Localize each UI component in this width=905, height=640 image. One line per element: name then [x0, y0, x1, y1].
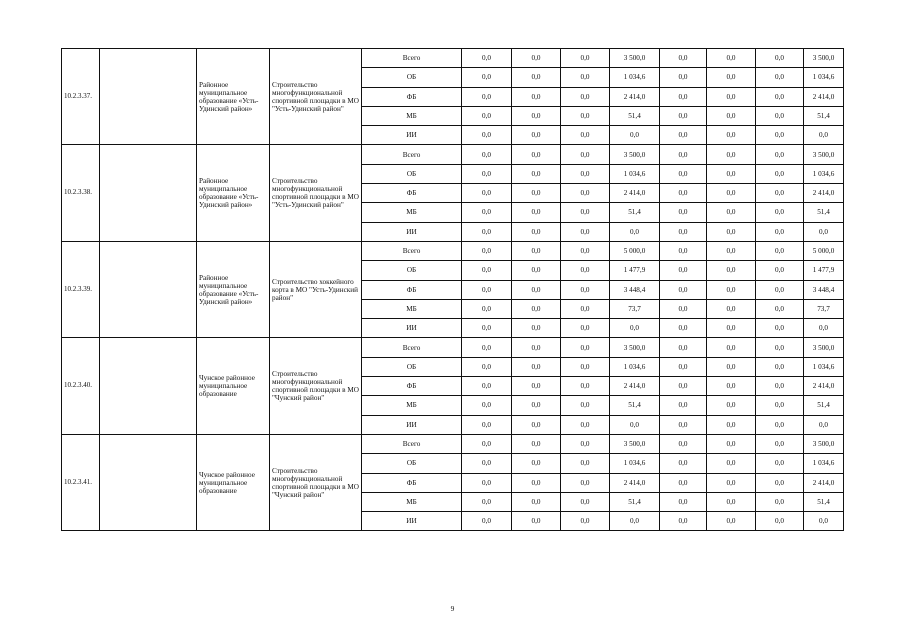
total-value-cell: 51,4	[804, 396, 844, 415]
funding-source: Всего	[362, 434, 462, 453]
funding-source: ИИ	[362, 222, 462, 241]
value-cell: 1 034,6	[610, 164, 660, 183]
value-cell: 0,0	[512, 145, 561, 164]
value-cell: 0,0	[512, 396, 561, 415]
empty-cell	[100, 338, 197, 434]
page-number: 9	[450, 604, 455, 613]
value-cell: 0,0	[561, 49, 610, 68]
funding-source: Всего	[362, 338, 462, 357]
funding-source: ОБ	[362, 164, 462, 183]
value-cell: 0,0	[660, 106, 707, 125]
item-code: 10.2.3.37.	[62, 49, 100, 145]
value-cell: 0,0	[561, 261, 610, 280]
value-cell: 0,0	[660, 222, 707, 241]
funding-source: МБ	[362, 203, 462, 222]
value-cell: 0,0	[561, 396, 610, 415]
value-cell: 0,0	[462, 87, 512, 106]
value-cell: 0,0	[660, 299, 707, 318]
value-cell: 0,0	[462, 434, 512, 453]
value-cell: 3 448,4	[610, 280, 660, 299]
value-cell: 0,0	[660, 415, 707, 434]
value-cell: 0,0	[707, 87, 756, 106]
value-cell: 0,0	[561, 68, 610, 87]
funding-source: Всего	[362, 145, 462, 164]
value-cell: 0,0	[462, 184, 512, 203]
value-cell: 0,0	[462, 261, 512, 280]
value-cell: 0,0	[561, 492, 610, 511]
value-cell: 0,0	[707, 68, 756, 87]
value-cell: 0,0	[756, 319, 804, 338]
value-cell: 0,0	[462, 357, 512, 376]
value-cell: 0,0	[610, 415, 660, 434]
value-cell: 0,0	[512, 434, 561, 453]
total-value-cell: 51,4	[804, 492, 844, 511]
value-cell: 0,0	[756, 357, 804, 376]
value-cell: 0,0	[660, 434, 707, 453]
value-cell: 1 034,6	[610, 357, 660, 376]
value-cell: 0,0	[512, 454, 561, 473]
value-cell: 0,0	[512, 184, 561, 203]
value-cell: 2 414,0	[610, 377, 660, 396]
value-cell: 0,0	[561, 434, 610, 453]
table-row	[62, 145, 844, 164]
value-cell: 0,0	[660, 49, 707, 68]
value-cell: 0,0	[561, 241, 610, 260]
funding-source: МБ	[362, 299, 462, 318]
municipality-name: Чунское районное муниципальное образование	[197, 434, 270, 530]
total-value-cell: 2 414,0	[804, 184, 844, 203]
value-cell: 0,0	[561, 473, 610, 492]
value-cell: 0,0	[610, 126, 660, 145]
value-cell: 0,0	[707, 261, 756, 280]
value-cell: 2 414,0	[610, 184, 660, 203]
value-cell: 0,0	[660, 338, 707, 357]
value-cell: 0,0	[707, 434, 756, 453]
value-cell: 0,0	[462, 203, 512, 222]
funding-source: Всего	[362, 241, 462, 260]
value-cell: 51,4	[610, 396, 660, 415]
value-cell: 0,0	[610, 319, 660, 338]
value-cell: 0,0	[462, 164, 512, 183]
value-cell: 0,0	[561, 512, 610, 531]
municipality-name: Чунское районное муниципальное образование	[197, 338, 270, 434]
value-cell: 0,0	[462, 492, 512, 511]
value-cell: 0,0	[561, 319, 610, 338]
value-cell: 0,0	[707, 184, 756, 203]
value-cell: 0,0	[756, 280, 804, 299]
value-cell: 2 414,0	[610, 473, 660, 492]
value-cell: 0,0	[707, 106, 756, 125]
value-cell: 0,0	[462, 454, 512, 473]
project-name: Строительство хоккейного корта в МО "Усть-Удинский район"	[270, 241, 362, 337]
value-cell: 0,0	[561, 87, 610, 106]
value-cell: 0,0	[512, 106, 561, 125]
value-cell: 0,0	[512, 261, 561, 280]
total-value-cell: 0,0	[804, 415, 844, 434]
value-cell: 0,0	[707, 338, 756, 357]
value-cell: 0,0	[561, 126, 610, 145]
total-value-cell: 3 500,0	[804, 338, 844, 357]
funding-source: Всего	[362, 49, 462, 68]
item-code: 10.2.3.39.	[62, 241, 100, 337]
value-cell: 0,0	[756, 145, 804, 164]
total-value-cell: 51,4	[804, 203, 844, 222]
value-cell: 0,0	[756, 434, 804, 453]
value-cell: 0,0	[462, 377, 512, 396]
funding-source: ФБ	[362, 184, 462, 203]
funding-source: ФБ	[362, 473, 462, 492]
value-cell: 0,0	[660, 473, 707, 492]
value-cell: 0,0	[660, 126, 707, 145]
municipality-name: Районное муниципальное образование «Усть-Удинский район»	[197, 49, 270, 145]
value-cell: 0,0	[756, 203, 804, 222]
value-cell: 0,0	[512, 299, 561, 318]
value-cell: 0,0	[512, 473, 561, 492]
value-cell: 0,0	[660, 492, 707, 511]
value-cell: 0,0	[462, 512, 512, 531]
project-name: Строительство многофункциональной спортивной площадки в МО "Усть-Удинский район"	[270, 49, 362, 145]
project-name: Строительство многофункциональной спортивной площадки в МО "Усть-Удинский район"	[270, 145, 362, 241]
item-code: 10.2.3.41.	[62, 434, 100, 530]
value-cell: 3 500,0	[610, 434, 660, 453]
value-cell: 0,0	[660, 145, 707, 164]
value-cell: 0,0	[561, 145, 610, 164]
value-cell: 0,0	[756, 415, 804, 434]
table-body	[62, 49, 844, 531]
value-cell: 0,0	[462, 222, 512, 241]
value-cell: 51,4	[610, 203, 660, 222]
total-value-cell: 5 000,0	[804, 241, 844, 260]
value-cell: 0,0	[707, 473, 756, 492]
value-cell: 0,0	[756, 473, 804, 492]
value-cell: 0,0	[512, 222, 561, 241]
table-row	[62, 338, 844, 357]
value-cell: 0,0	[462, 396, 512, 415]
table-row	[62, 49, 844, 68]
value-cell: 0,0	[512, 203, 561, 222]
value-cell: 0,0	[462, 338, 512, 357]
funding-source: ИИ	[362, 512, 462, 531]
total-value-cell: 1 034,6	[804, 68, 844, 87]
value-cell: 0,0	[756, 492, 804, 511]
item-code: 10.2.3.40.	[62, 338, 100, 434]
funding-source: МБ	[362, 492, 462, 511]
value-cell: 0,0	[462, 68, 512, 87]
value-cell: 0,0	[707, 454, 756, 473]
value-cell: 0,0	[756, 68, 804, 87]
value-cell: 0,0	[561, 299, 610, 318]
value-cell: 0,0	[512, 338, 561, 357]
value-cell: 0,0	[707, 203, 756, 222]
value-cell: 0,0	[660, 203, 707, 222]
total-value-cell: 73,7	[804, 299, 844, 318]
value-cell: 0,0	[660, 377, 707, 396]
table-row	[62, 434, 844, 453]
value-cell: 0,0	[462, 415, 512, 434]
value-cell: 0,0	[756, 454, 804, 473]
value-cell: 0,0	[756, 184, 804, 203]
value-cell: 0,0	[561, 357, 610, 376]
value-cell: 0,0	[512, 357, 561, 376]
value-cell: 0,0	[561, 338, 610, 357]
funding-source: ФБ	[362, 280, 462, 299]
value-cell: 3 500,0	[610, 145, 660, 164]
total-value-cell: 3 448,4	[804, 280, 844, 299]
total-value-cell: 2 414,0	[804, 473, 844, 492]
value-cell: 0,0	[561, 106, 610, 125]
total-value-cell: 1 034,6	[804, 454, 844, 473]
value-cell: 0,0	[660, 512, 707, 531]
value-cell: 0,0	[561, 222, 610, 241]
value-cell: 73,7	[610, 299, 660, 318]
value-cell: 0,0	[660, 261, 707, 280]
value-cell: 51,4	[610, 492, 660, 511]
value-cell: 0,0	[512, 492, 561, 511]
empty-cell	[100, 241, 197, 337]
value-cell: 5 000,0	[610, 241, 660, 260]
value-cell: 0,0	[660, 241, 707, 260]
value-cell: 0,0	[756, 87, 804, 106]
value-cell: 0,0	[660, 164, 707, 183]
value-cell: 3 500,0	[610, 338, 660, 357]
value-cell: 0,0	[462, 145, 512, 164]
municipality-name: Районное муниципальное образование «Усть-Удинский район»	[197, 241, 270, 337]
funding-source: МБ	[362, 106, 462, 125]
value-cell: 0,0	[756, 49, 804, 68]
value-cell: 0,0	[660, 280, 707, 299]
value-cell: 0,0	[707, 145, 756, 164]
value-cell: 1 477,9	[610, 261, 660, 280]
value-cell: 0,0	[707, 241, 756, 260]
value-cell: 0,0	[462, 299, 512, 318]
empty-cell	[100, 49, 197, 145]
value-cell: 0,0	[707, 299, 756, 318]
value-cell: 0,0	[707, 280, 756, 299]
item-code: 10.2.3.38.	[62, 145, 100, 241]
value-cell: 0,0	[660, 396, 707, 415]
value-cell: 0,0	[660, 319, 707, 338]
table-row	[62, 241, 844, 260]
total-value-cell: 2 414,0	[804, 87, 844, 106]
value-cell: 0,0	[512, 126, 561, 145]
value-cell: 0,0	[462, 49, 512, 68]
value-cell: 0,0	[512, 415, 561, 434]
funding-source: ИИ	[362, 319, 462, 338]
value-cell: 0,0	[756, 261, 804, 280]
value-cell: 0,0	[462, 241, 512, 260]
value-cell: 0,0	[707, 512, 756, 531]
value-cell: 0,0	[756, 222, 804, 241]
value-cell: 0,0	[660, 68, 707, 87]
funding-source: ИИ	[362, 415, 462, 434]
value-cell: 0,0	[462, 126, 512, 145]
value-cell: 0,0	[512, 68, 561, 87]
value-cell: 0,0	[707, 126, 756, 145]
total-value-cell: 0,0	[804, 126, 844, 145]
value-cell: 0,0	[610, 512, 660, 531]
value-cell: 0,0	[512, 280, 561, 299]
value-cell: 0,0	[756, 338, 804, 357]
value-cell: 0,0	[561, 164, 610, 183]
total-value-cell: 0,0	[804, 512, 844, 531]
value-cell: 0,0	[660, 184, 707, 203]
funding-source: МБ	[362, 396, 462, 415]
value-cell: 0,0	[756, 126, 804, 145]
value-cell: 0,0	[756, 377, 804, 396]
total-value-cell: 1 034,6	[804, 164, 844, 183]
value-cell: 0,0	[462, 473, 512, 492]
value-cell: 0,0	[462, 319, 512, 338]
value-cell: 0,0	[561, 280, 610, 299]
value-cell: 0,0	[756, 396, 804, 415]
total-value-cell: 51,4	[804, 106, 844, 125]
value-cell: 3 500,0	[610, 49, 660, 68]
funding-source: ФБ	[362, 377, 462, 396]
value-cell: 0,0	[707, 415, 756, 434]
value-cell: 0,0	[707, 222, 756, 241]
value-cell: 0,0	[707, 319, 756, 338]
value-cell: 0,0	[660, 87, 707, 106]
total-value-cell: 3 500,0	[804, 145, 844, 164]
value-cell: 0,0	[660, 454, 707, 473]
value-cell: 0,0	[707, 377, 756, 396]
value-cell: 0,0	[512, 512, 561, 531]
empty-cell	[100, 145, 197, 241]
total-value-cell: 0,0	[804, 319, 844, 338]
value-cell: 0,0	[561, 377, 610, 396]
funding-source: ФБ	[362, 87, 462, 106]
value-cell: 0,0	[561, 184, 610, 203]
value-cell: 51,4	[610, 106, 660, 125]
value-cell: 2 414,0	[610, 87, 660, 106]
total-value-cell: 3 500,0	[804, 434, 844, 453]
funding-source: ОБ	[362, 261, 462, 280]
value-cell: 0,0	[512, 164, 561, 183]
value-cell: 0,0	[610, 222, 660, 241]
value-cell: 1 034,6	[610, 454, 660, 473]
value-cell: 0,0	[512, 49, 561, 68]
total-value-cell: 0,0	[804, 222, 844, 241]
funding-source: ОБ	[362, 68, 462, 87]
value-cell: 0,0	[756, 512, 804, 531]
value-cell: 0,0	[756, 299, 804, 318]
value-cell: 0,0	[512, 377, 561, 396]
municipality-name: Районное муниципальное образование «Усть-Удинский район»	[197, 145, 270, 241]
value-cell: 0,0	[707, 49, 756, 68]
value-cell: 0,0	[707, 164, 756, 183]
total-value-cell: 2 414,0	[804, 377, 844, 396]
value-cell: 0,0	[561, 454, 610, 473]
value-cell: 0,0	[462, 280, 512, 299]
total-value-cell: 1 034,6	[804, 357, 844, 376]
value-cell: 0,0	[512, 241, 561, 260]
project-name: Строительство многофункциональной спортивной площадки в МО "Чунский район"	[270, 338, 362, 434]
value-cell: 0,0	[660, 357, 707, 376]
value-cell: 0,0	[561, 203, 610, 222]
empty-cell	[100, 434, 197, 530]
funding-source: ИИ	[362, 126, 462, 145]
value-cell: 1 034,6	[610, 68, 660, 87]
funding-source: ОБ	[362, 357, 462, 376]
value-cell: 0,0	[707, 492, 756, 511]
project-name: Строительство многофункциональной спортивной площадки в МО "Чунский район"	[270, 434, 362, 530]
value-cell: 0,0	[707, 357, 756, 376]
value-cell: 0,0	[756, 106, 804, 125]
value-cell: 0,0	[561, 415, 610, 434]
value-cell: 0,0	[462, 106, 512, 125]
value-cell: 0,0	[512, 87, 561, 106]
value-cell: 0,0	[756, 241, 804, 260]
funding-source: ОБ	[362, 454, 462, 473]
value-cell: 0,0	[512, 319, 561, 338]
value-cell: 0,0	[756, 164, 804, 183]
total-value-cell: 3 500,0	[804, 49, 844, 68]
total-value-cell: 1 477,9	[804, 261, 844, 280]
value-cell: 0,0	[707, 396, 756, 415]
budget-table	[61, 48, 844, 531]
